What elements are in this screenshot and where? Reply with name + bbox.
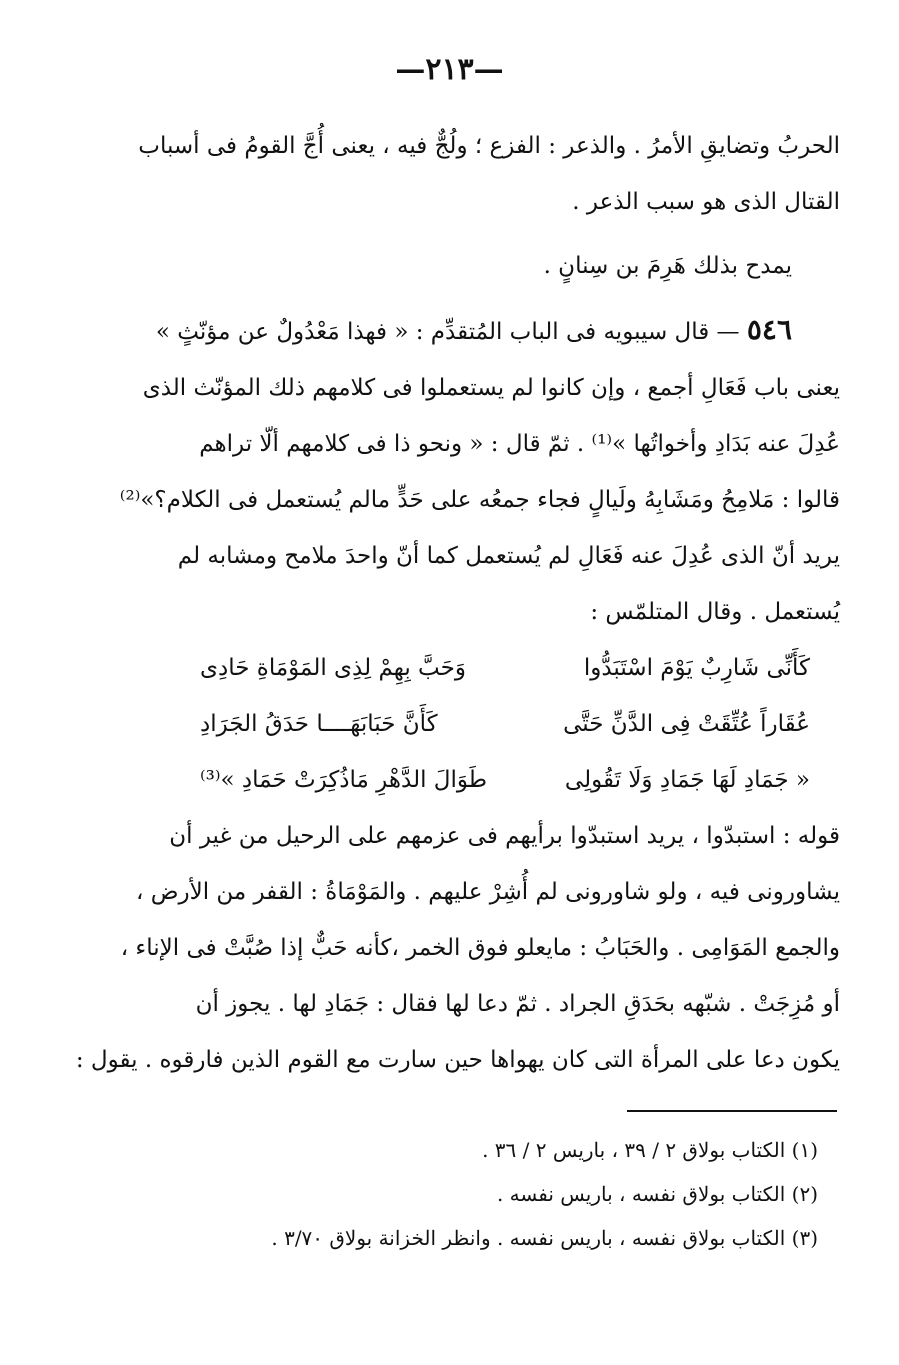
footnote-divider: [627, 1110, 837, 1112]
text-line: أو مُزِجَتْ . شبّهه بحَدَقِ الجراد . ثمّ دعا لها فقال : جَمَادِ لها . يجوز أن: [195, 991, 840, 1017]
text-line: يُستعمل . وقال المتلمّس :: [590, 599, 840, 625]
footnote-2: (٢) الكتاب بولاق نفسه ، باريس نفسه .: [496, 1182, 818, 1206]
footnote-1: (١) الكتاب بولاق ٢ / ٣٩ ، باريس ٢ / ٣٦ .: [482, 1138, 818, 1162]
verse-line: [180, 696, 840, 752]
verse-line: [180, 752, 840, 808]
main-text: [75, 118, 840, 1088]
paragraph-1: [138, 118, 840, 230]
first-hemistich: عُقَاراً عُتِّقَتْ فِى الدَّنِّ حَتَّى: [563, 711, 810, 737]
page-number: —٢١٣—: [395, 52, 504, 87]
second-hemistich: وَحَبَّ بِهِمْ لِذِى المَوْمَاةِ حَادِى: [200, 655, 466, 681]
paragraph-3: [119, 302, 840, 640]
text-line: الحربُ وتضايقِ الأمرُ . والذعر : الفزع ؛ ولُجٌّ فيه ، يعنى أُجَّ القومُ فى أسباب: [138, 133, 840, 159]
second-hemistich: طَوَالَ الدَّهْرِ مَاذُكِرَتْ حَمَادِ »⁽³⁾: [200, 767, 488, 793]
text-line: قالوا : مَلامِحُ ومَشَابِهُ ولَيالٍ فجاء جمعُه على حَدٍّ مالم يُستعمل فى الكلام؟»⁽²⁾: [119, 487, 840, 513]
paragraph-2: [180, 238, 840, 294]
second-hemistich: كَأَنَّ حَبَابَهَــــا حَدَقُ الجَرَادِ: [200, 711, 438, 737]
text-line: يمدح بذلك هَرِمَ بن سِنانٍ .: [543, 253, 792, 279]
text-line: يعنى باب فَعَالِ أجمع ، وإن كانوا لم يستعملوا فى كلامهم ذلك المؤنّث الذى: [142, 375, 840, 401]
text-line: القتال الذى هو سبب الذعر .: [572, 189, 840, 215]
text-line: عُدِلَ عنه بَدَادِ وأخواتُها »⁽¹⁾ . ثمّ قال : « ونحو ذا فى كلامهم ألّا تراهم: [199, 431, 840, 457]
first-hemistich: « جَمَادِ لَهَا جَمَادِ وَلَا تَقُولِى: [564, 767, 810, 793]
poem: [180, 640, 840, 808]
first-hemistich: كَأَنِّى شَارِبٌ يَوْمَ اسْتَبَدُّوا: [583, 655, 810, 681]
text-line: والجمع المَوَامِى . والحَبَابُ : مايعلو فوق الخمر ،كأنه حَبٌّ إذا صُبَّتْ فى الإناء ،: [120, 935, 840, 961]
entry-heading-line: [155, 302, 840, 360]
footnotes: [180, 1128, 840, 1260]
text-line: يشاورونى فيه ، ولو شاورونى لم أُشِرْ عليهم . والمَوْمَاةُ : القفر من الأرض ،: [135, 879, 840, 905]
verse-line: [180, 640, 840, 696]
paragraph-4: [75, 808, 840, 1088]
entry-number: ٥٤٦: [746, 313, 792, 346]
text-line: يريد أنّ الذى عُدِلَ عنه فَعَالِ لم يُستعمل كما أنّ واحدَ ملامح ومشابه لم: [177, 543, 840, 569]
footnote-3: (٣) الكتاب بولاق نفسه ، باريس نفسه . وانظر الخزانة بولاق ٣/٧٠ .: [271, 1226, 818, 1250]
entry-heading-text: — قال سيبويه فى الباب المُتقدِّم : « فهذا مَعْدُولٌ عن مؤنّثٍ »: [155, 319, 747, 345]
text-line: يكون دعا على المرأة التى كان يهواها حين سارت مع القوم الذين فارقوه . يقول :: [75, 1047, 840, 1073]
text-line: قوله : استبدّوا ، يريد استبدّوا برأيهم فى عزمهم على الرحيل من غير أن: [169, 823, 840, 849]
